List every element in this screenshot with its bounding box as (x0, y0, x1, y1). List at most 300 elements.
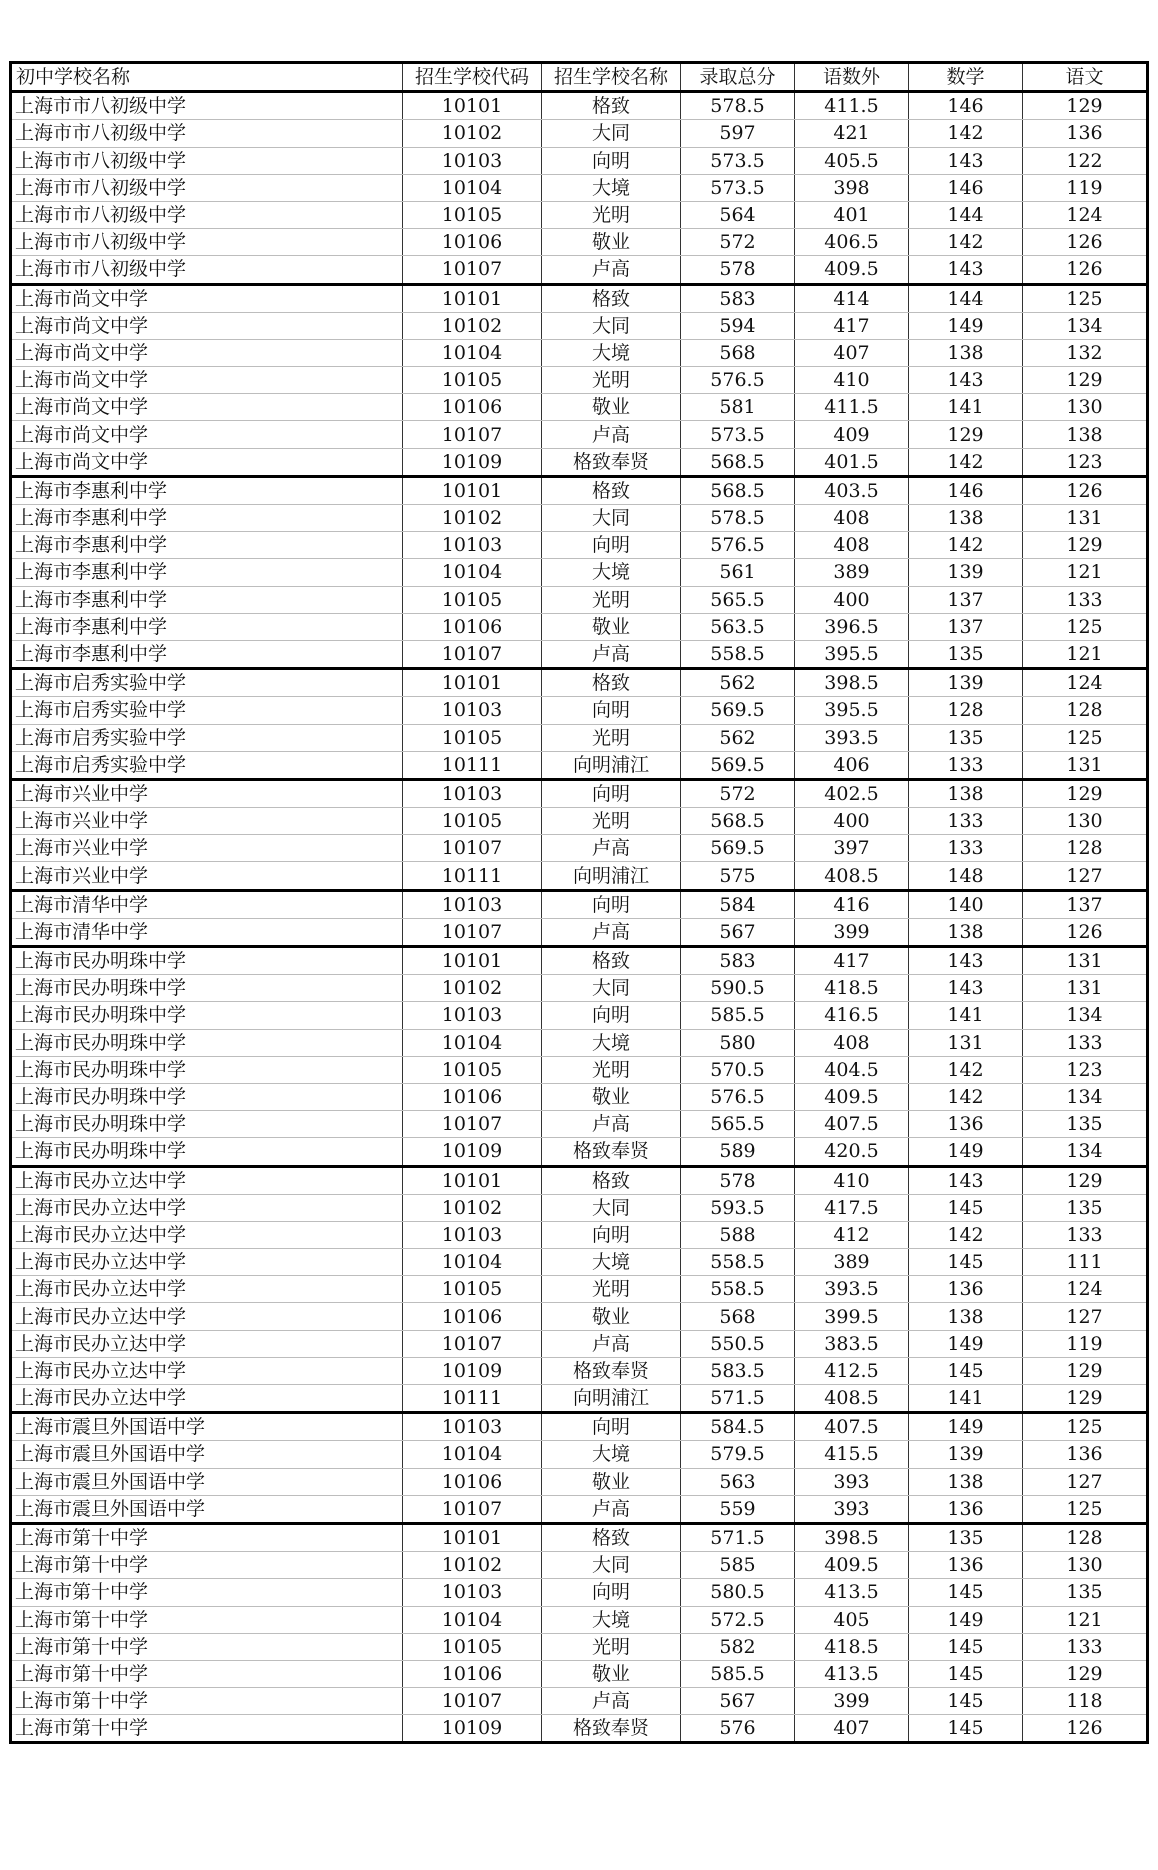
chinese-score-cell: 126 (1023, 476, 1148, 504)
chinese-score-cell: 137 (1023, 890, 1148, 918)
admit-school-name-cell: 大同 (542, 1194, 681, 1221)
admit-school-name-cell: 向明浦江 (542, 751, 681, 779)
total-score-cell: 578.5 (681, 92, 795, 120)
admit-school-code-cell: 10102 (403, 505, 542, 532)
total-score-cell: 588 (681, 1221, 795, 1248)
total-score-cell: 582 (681, 1633, 795, 1660)
chinese-score-cell: 123 (1023, 448, 1148, 476)
table-row (11, 918, 1148, 946)
table-row (11, 1441, 1148, 1468)
chinese-math-english-score-cell: 412 (795, 1221, 909, 1248)
admit-school-code-cell: 10105 (403, 808, 542, 835)
total-score-cell: 569.5 (681, 835, 795, 862)
table-body (11, 92, 1148, 1743)
total-score-cell: 563.5 (681, 613, 795, 640)
admit-school-code-cell: 10106 (403, 1468, 542, 1495)
table-row (11, 751, 1148, 779)
total-score-cell: 563 (681, 1468, 795, 1495)
chinese-math-english-score-cell: 400 (795, 586, 909, 613)
admit-school-code-cell: 10109 (403, 1715, 542, 1743)
chinese-math-english-score-cell: 407.5 (795, 1111, 909, 1138)
junior-school-name-cell: 上海市尚文中学 (11, 339, 403, 366)
header-row (11, 63, 1148, 92)
total-score-cell: 580 (681, 1029, 795, 1056)
total-score-cell: 568 (681, 339, 795, 366)
admit-school-code-cell: 10111 (403, 1385, 542, 1413)
junior-school-name-cell: 上海市第十中学 (11, 1715, 403, 1743)
chinese-score-cell: 129 (1023, 367, 1148, 394)
admit-school-name-cell: 向明 (542, 1579, 681, 1606)
total-score-cell: 569.5 (681, 697, 795, 724)
admit-school-name-cell: 光明 (542, 808, 681, 835)
junior-school-name-cell: 上海市市八初级中学 (11, 92, 403, 120)
chinese-score-cell: 129 (1023, 1166, 1148, 1194)
table-row (11, 92, 1148, 120)
table-row (11, 1523, 1148, 1551)
chinese-score-cell: 129 (1023, 1357, 1148, 1384)
junior-school-name-cell: 上海市第十中学 (11, 1523, 403, 1551)
table-row (11, 339, 1148, 366)
total-score-cell: 576.5 (681, 367, 795, 394)
chinese-math-english-score-cell: 407 (795, 339, 909, 366)
chinese-math-english-score-cell: 410 (795, 367, 909, 394)
junior-school-name-cell: 上海市尚文中学 (11, 448, 403, 476)
admit-school-name-cell: 格致 (542, 669, 681, 697)
chinese-math-english-score-cell: 397 (795, 835, 909, 862)
chinese-score-cell: 129 (1023, 92, 1148, 120)
table-row (11, 1495, 1148, 1523)
chinese-score-cell: 134 (1023, 1138, 1148, 1166)
math-score-cell: 135 (909, 640, 1023, 668)
total-score-cell: 570.5 (681, 1056, 795, 1083)
admit-school-name-cell: 卢高 (542, 835, 681, 862)
header-admit-school-name: 招生学校名称 (542, 63, 681, 92)
table-row (11, 1029, 1148, 1056)
table-row (11, 613, 1148, 640)
junior-school-name-cell: 上海市第十中学 (11, 1633, 403, 1660)
chinese-score-cell: 135 (1023, 1194, 1148, 1221)
admit-school-name-cell: 格致 (542, 1166, 681, 1194)
chinese-score-cell: 124 (1023, 201, 1148, 228)
math-score-cell: 142 (909, 1083, 1023, 1110)
chinese-score-cell: 123 (1023, 1056, 1148, 1083)
math-score-cell: 145 (909, 1194, 1023, 1221)
chinese-math-english-score-cell: 418.5 (795, 975, 909, 1002)
admit-school-code-cell: 10109 (403, 1138, 542, 1166)
admit-school-name-cell: 向明 (542, 1002, 681, 1029)
chinese-math-english-score-cell: 411.5 (795, 92, 909, 120)
chinese-math-english-score-cell: 406 (795, 751, 909, 779)
chinese-math-english-score-cell: 401 (795, 201, 909, 228)
total-score-cell: 579.5 (681, 1441, 795, 1468)
math-score-cell: 146 (909, 92, 1023, 120)
admit-school-code-cell: 10102 (403, 1552, 542, 1579)
table-row (11, 697, 1148, 724)
math-score-cell: 143 (909, 256, 1023, 284)
chinese-math-english-score-cell: 393.5 (795, 1276, 909, 1303)
admit-school-name-cell: 光明 (542, 1633, 681, 1660)
math-score-cell: 138 (909, 779, 1023, 807)
junior-school-name-cell: 上海市市八初级中学 (11, 120, 403, 147)
total-score-cell: 597 (681, 120, 795, 147)
math-score-cell: 145 (909, 1633, 1023, 1660)
chinese-score-cell: 131 (1023, 505, 1148, 532)
admit-school-code-cell: 10111 (403, 751, 542, 779)
junior-school-name-cell: 上海市李惠利中学 (11, 505, 403, 532)
chinese-score-cell: 125 (1023, 1413, 1148, 1441)
total-score-cell: 573.5 (681, 174, 795, 201)
total-score-cell: 567 (681, 1688, 795, 1715)
chinese-score-cell: 135 (1023, 1579, 1148, 1606)
admit-school-code-cell: 10109 (403, 448, 542, 476)
admit-school-name-cell: 光明 (542, 724, 681, 751)
math-score-cell: 133 (909, 751, 1023, 779)
junior-school-name-cell: 上海市市八初级中学 (11, 256, 403, 284)
total-score-cell: 571.5 (681, 1385, 795, 1413)
junior-school-name-cell: 上海市启秀实验中学 (11, 724, 403, 751)
chinese-score-cell: 119 (1023, 174, 1148, 201)
table-row (11, 1606, 1148, 1633)
junior-school-name-cell: 上海市民办明珠中学 (11, 947, 403, 975)
admit-school-name-cell: 向明 (542, 890, 681, 918)
math-score-cell: 137 (909, 613, 1023, 640)
chinese-score-cell: 125 (1023, 284, 1148, 312)
chinese-math-english-score-cell: 398 (795, 174, 909, 201)
junior-school-name-cell: 上海市市八初级中学 (11, 201, 403, 228)
chinese-score-cell: 136 (1023, 1441, 1148, 1468)
admit-school-code-cell: 10106 (403, 229, 542, 256)
admit-school-code-cell: 10107 (403, 918, 542, 946)
math-score-cell: 137 (909, 586, 1023, 613)
chinese-math-english-score-cell: 410 (795, 1166, 909, 1194)
total-score-cell: 578.5 (681, 505, 795, 532)
junior-school-name-cell: 上海市市八初级中学 (11, 229, 403, 256)
math-score-cell: 141 (909, 1385, 1023, 1413)
chinese-math-english-score-cell: 409 (795, 421, 909, 448)
admit-school-name-cell: 光明 (542, 1056, 681, 1083)
admit-school-name-cell: 卢高 (542, 1495, 681, 1523)
total-score-cell: 576.5 (681, 1083, 795, 1110)
math-score-cell: 149 (909, 1330, 1023, 1357)
table-header (11, 63, 1148, 92)
chinese-math-english-score-cell: 415.5 (795, 1441, 909, 1468)
admit-school-name-cell: 光明 (542, 367, 681, 394)
chinese-score-cell: 125 (1023, 613, 1148, 640)
chinese-score-cell: 134 (1023, 1002, 1148, 1029)
table-row (11, 975, 1148, 1002)
chinese-score-cell: 126 (1023, 918, 1148, 946)
chinese-score-cell: 132 (1023, 339, 1148, 366)
table-row (11, 1303, 1148, 1330)
admit-school-name-cell: 格致 (542, 284, 681, 312)
table-row (11, 1002, 1148, 1029)
math-score-cell: 141 (909, 394, 1023, 421)
chinese-score-cell: 121 (1023, 559, 1148, 586)
table-row (11, 669, 1148, 697)
admit-school-name-cell: 敬业 (542, 1303, 681, 1330)
junior-school-name-cell: 上海市李惠利中学 (11, 476, 403, 504)
junior-school-name-cell: 上海市第十中学 (11, 1579, 403, 1606)
junior-school-name-cell: 上海市李惠利中学 (11, 559, 403, 586)
admit-school-name-cell: 敬业 (542, 1660, 681, 1687)
admit-school-name-cell: 大境 (542, 339, 681, 366)
chinese-score-cell: 125 (1023, 1495, 1148, 1523)
math-score-cell: 136 (909, 1552, 1023, 1579)
admit-school-name-cell: 卢高 (542, 256, 681, 284)
junior-school-name-cell: 上海市尚文中学 (11, 421, 403, 448)
chinese-score-cell: 124 (1023, 1276, 1148, 1303)
admit-school-name-cell: 大境 (542, 1029, 681, 1056)
chinese-math-english-score-cell: 383.5 (795, 1330, 909, 1357)
chinese-score-cell: 126 (1023, 256, 1148, 284)
total-score-cell: 569.5 (681, 751, 795, 779)
junior-school-name-cell: 上海市第十中学 (11, 1660, 403, 1687)
chinese-score-cell: 118 (1023, 1688, 1148, 1715)
math-score-cell: 143 (909, 947, 1023, 975)
total-score-cell: 583.5 (681, 1357, 795, 1384)
admit-school-code-cell: 10103 (403, 532, 542, 559)
chinese-math-english-score-cell: 407 (795, 1715, 909, 1743)
chinese-score-cell: 125 (1023, 724, 1148, 751)
admit-school-code-cell: 10102 (403, 975, 542, 1002)
admit-school-code-cell: 10104 (403, 1441, 542, 1468)
total-score-cell: 558.5 (681, 640, 795, 668)
junior-school-name-cell: 上海市第十中学 (11, 1552, 403, 1579)
admit-school-name-cell: 向明 (542, 1413, 681, 1441)
total-score-cell: 565.5 (681, 586, 795, 613)
total-score-cell: 567 (681, 918, 795, 946)
math-score-cell: 143 (909, 367, 1023, 394)
junior-school-name-cell: 上海市第十中学 (11, 1606, 403, 1633)
admit-school-code-cell: 10102 (403, 120, 542, 147)
admit-school-code-cell: 10104 (403, 1606, 542, 1633)
math-score-cell: 145 (909, 1357, 1023, 1384)
chinese-math-english-score-cell: 393.5 (795, 724, 909, 751)
junior-school-name-cell: 上海市尚文中学 (11, 312, 403, 339)
admit-school-name-cell: 大同 (542, 312, 681, 339)
chinese-math-english-score-cell: 417.5 (795, 1194, 909, 1221)
chinese-score-cell: 121 (1023, 1606, 1148, 1633)
admit-school-name-cell: 卢高 (542, 918, 681, 946)
admit-school-name-cell: 大境 (542, 1606, 681, 1633)
junior-school-name-cell: 上海市民办明珠中学 (11, 1029, 403, 1056)
math-score-cell: 136 (909, 1276, 1023, 1303)
chinese-score-cell: 129 (1023, 1660, 1148, 1687)
junior-school-name-cell: 上海市兴业中学 (11, 862, 403, 890)
math-score-cell: 128 (909, 697, 1023, 724)
admit-school-code-cell: 10106 (403, 613, 542, 640)
chinese-score-cell: 138 (1023, 421, 1148, 448)
total-score-cell: 576.5 (681, 532, 795, 559)
admit-school-code-cell: 10104 (403, 1249, 542, 1276)
total-score-cell: 578 (681, 1166, 795, 1194)
table-row (11, 1633, 1148, 1660)
junior-school-name-cell: 上海市民办立达中学 (11, 1249, 403, 1276)
table-row (11, 1385, 1148, 1413)
total-score-cell: 562 (681, 669, 795, 697)
admit-school-name-cell: 卢高 (542, 1688, 681, 1715)
math-score-cell: 129 (909, 421, 1023, 448)
table-row (11, 1194, 1148, 1221)
math-score-cell: 149 (909, 312, 1023, 339)
chinese-score-cell: 111 (1023, 1249, 1148, 1276)
table-row (11, 1688, 1148, 1715)
chinese-math-english-score-cell: 408.5 (795, 1385, 909, 1413)
total-score-cell: 550.5 (681, 1330, 795, 1357)
admit-school-code-cell: 10103 (403, 890, 542, 918)
admit-school-name-cell: 格致奉贤 (542, 448, 681, 476)
admit-school-name-cell: 大同 (542, 1552, 681, 1579)
math-score-cell: 139 (909, 669, 1023, 697)
header-admit-school-code: 招生学校代码 (403, 63, 542, 92)
admit-school-code-cell: 10104 (403, 1029, 542, 1056)
total-score-cell: 568 (681, 1303, 795, 1330)
chinese-math-english-score-cell: 395.5 (795, 697, 909, 724)
admit-school-code-cell: 10105 (403, 367, 542, 394)
admission-score-table (9, 61, 1149, 1744)
math-score-cell: 140 (909, 890, 1023, 918)
total-score-cell: 565.5 (681, 1111, 795, 1138)
admit-school-code-cell: 10104 (403, 339, 542, 366)
math-score-cell: 142 (909, 229, 1023, 256)
total-score-cell: 578 (681, 256, 795, 284)
chinese-math-english-score-cell: 406.5 (795, 229, 909, 256)
admit-school-code-cell: 10101 (403, 947, 542, 975)
admit-school-code-cell: 10106 (403, 1303, 542, 1330)
total-score-cell: 573.5 (681, 421, 795, 448)
admit-school-name-cell: 卢高 (542, 640, 681, 668)
table-row (11, 532, 1148, 559)
admit-school-code-cell: 10103 (403, 1579, 542, 1606)
math-score-cell: 149 (909, 1138, 1023, 1166)
junior-school-name-cell: 上海市李惠利中学 (11, 586, 403, 613)
chinese-math-english-score-cell: 400 (795, 808, 909, 835)
junior-school-name-cell: 上海市民办立达中学 (11, 1385, 403, 1413)
chinese-math-english-score-cell: 418.5 (795, 1633, 909, 1660)
math-score-cell: 146 (909, 476, 1023, 504)
table-row (11, 1221, 1148, 1248)
admit-school-code-cell: 10109 (403, 1357, 542, 1384)
admit-school-code-cell: 10105 (403, 201, 542, 228)
chinese-score-cell: 134 (1023, 312, 1148, 339)
chinese-math-english-score-cell: 402.5 (795, 779, 909, 807)
admit-school-code-cell: 10107 (403, 1111, 542, 1138)
table-row (11, 229, 1148, 256)
table-row (11, 476, 1148, 504)
junior-school-name-cell: 上海市民办明珠中学 (11, 975, 403, 1002)
math-score-cell: 136 (909, 1111, 1023, 1138)
admit-school-name-cell: 大同 (542, 975, 681, 1002)
admit-school-name-cell: 向明浦江 (542, 862, 681, 890)
table-row (11, 1276, 1148, 1303)
table-row (11, 1468, 1148, 1495)
admit-school-name-cell: 大境 (542, 1249, 681, 1276)
table-row (11, 724, 1148, 751)
junior-school-name-cell: 上海市市八初级中学 (11, 174, 403, 201)
admit-school-name-cell: 向明浦江 (542, 1385, 681, 1413)
chinese-score-cell: 127 (1023, 1468, 1148, 1495)
admit-school-code-cell: 10102 (403, 1194, 542, 1221)
chinese-score-cell: 133 (1023, 1221, 1148, 1248)
math-score-cell: 139 (909, 559, 1023, 586)
math-score-cell: 145 (909, 1579, 1023, 1606)
chinese-math-english-score-cell: 399 (795, 918, 909, 946)
admit-school-code-cell: 10101 (403, 92, 542, 120)
chinese-math-english-score-cell: 407.5 (795, 1413, 909, 1441)
math-score-cell: 142 (909, 448, 1023, 476)
chinese-math-english-score-cell: 404.5 (795, 1056, 909, 1083)
admit-school-name-cell: 向明 (542, 532, 681, 559)
chinese-math-english-score-cell: 395.5 (795, 640, 909, 668)
junior-school-name-cell: 上海市民办明珠中学 (11, 1002, 403, 1029)
chinese-score-cell: 128 (1023, 697, 1148, 724)
junior-school-name-cell: 上海市民办立达中学 (11, 1194, 403, 1221)
admit-school-code-cell: 10111 (403, 862, 542, 890)
chinese-math-english-score-cell: 401.5 (795, 448, 909, 476)
table-row (11, 1579, 1148, 1606)
admit-school-code-cell: 10107 (403, 256, 542, 284)
table-row (11, 147, 1148, 174)
junior-school-name-cell: 上海市民办立达中学 (11, 1357, 403, 1384)
chinese-math-english-score-cell: 413.5 (795, 1579, 909, 1606)
chinese-score-cell: 129 (1023, 779, 1148, 807)
junior-school-name-cell: 上海市启秀实验中学 (11, 697, 403, 724)
admit-school-name-cell: 敬业 (542, 613, 681, 640)
math-score-cell: 141 (909, 1002, 1023, 1029)
admit-school-name-cell: 格致 (542, 1523, 681, 1551)
math-score-cell: 138 (909, 918, 1023, 946)
chinese-math-english-score-cell: 408 (795, 1029, 909, 1056)
total-score-cell: 593.5 (681, 1194, 795, 1221)
table-row (11, 256, 1148, 284)
junior-school-name-cell: 上海市清华中学 (11, 890, 403, 918)
chinese-math-english-score-cell: 408 (795, 505, 909, 532)
total-score-cell: 559 (681, 1495, 795, 1523)
junior-school-name-cell: 上海市震旦外国语中学 (11, 1413, 403, 1441)
junior-school-name-cell: 上海市民办明珠中学 (11, 1138, 403, 1166)
junior-school-name-cell: 上海市民办立达中学 (11, 1303, 403, 1330)
admit-school-code-cell: 10107 (403, 421, 542, 448)
math-score-cell: 131 (909, 1029, 1023, 1056)
admit-school-code-cell: 10103 (403, 697, 542, 724)
math-score-cell: 145 (909, 1688, 1023, 1715)
admit-school-code-cell: 10102 (403, 312, 542, 339)
math-score-cell: 146 (909, 174, 1023, 201)
admit-school-code-cell: 10107 (403, 1495, 542, 1523)
admit-school-name-cell: 大同 (542, 120, 681, 147)
total-score-cell: 583 (681, 947, 795, 975)
admit-school-code-cell: 10105 (403, 724, 542, 751)
junior-school-name-cell: 上海市尚文中学 (11, 367, 403, 394)
table-row (11, 1552, 1148, 1579)
junior-school-name-cell: 上海市民办明珠中学 (11, 1083, 403, 1110)
junior-school-name-cell: 上海市兴业中学 (11, 808, 403, 835)
junior-school-name-cell: 上海市民办明珠中学 (11, 1056, 403, 1083)
admit-school-code-cell: 10103 (403, 1413, 542, 1441)
math-score-cell: 143 (909, 1166, 1023, 1194)
total-score-cell: 558.5 (681, 1276, 795, 1303)
junior-school-name-cell: 上海市兴业中学 (11, 835, 403, 862)
total-score-cell: 585.5 (681, 1002, 795, 1029)
chinese-math-english-score-cell: 389 (795, 1249, 909, 1276)
chinese-math-english-score-cell: 408.5 (795, 862, 909, 890)
header-math: 数学 (909, 63, 1023, 92)
junior-school-name-cell: 上海市尚文中学 (11, 394, 403, 421)
chinese-score-cell: 134 (1023, 1083, 1148, 1110)
admit-school-code-cell: 10107 (403, 1330, 542, 1357)
math-score-cell: 138 (909, 1303, 1023, 1330)
chinese-score-cell: 131 (1023, 751, 1148, 779)
